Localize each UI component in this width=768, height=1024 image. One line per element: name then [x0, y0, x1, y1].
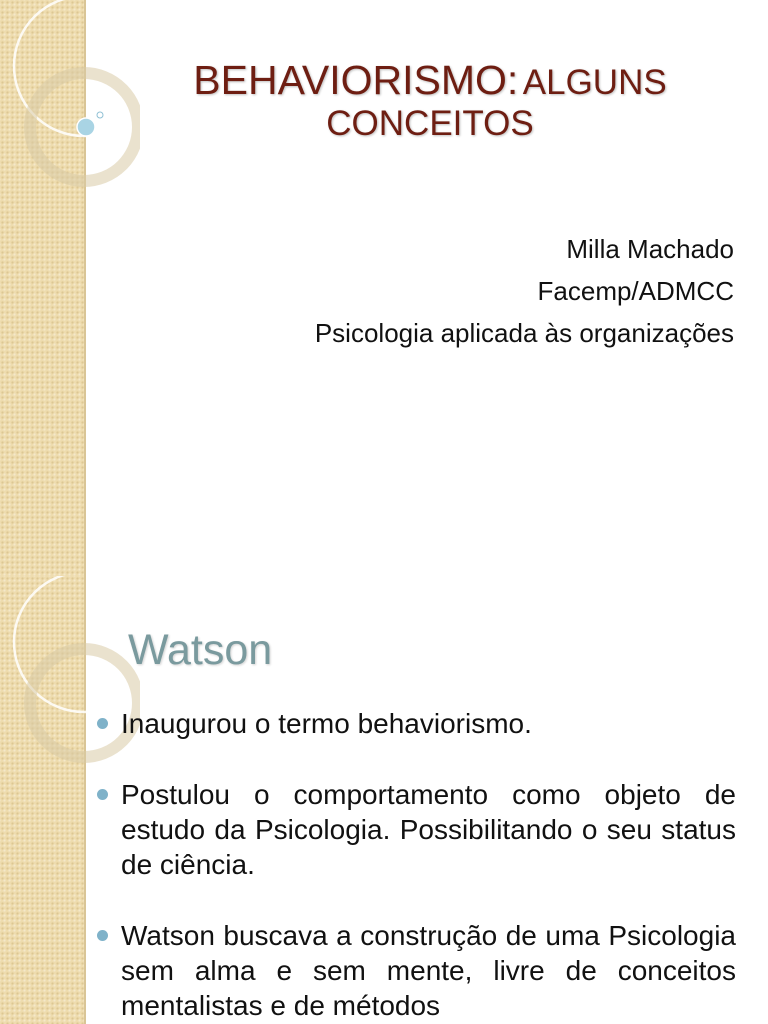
- slide-title: [100, 58, 760, 143]
- bullet-icon: [97, 930, 108, 941]
- author-name: Milla Machado: [566, 234, 734, 264]
- bullet-icon: [97, 718, 108, 729]
- slide-2: [0, 576, 768, 1024]
- title-main: BEHAVIORISMO:: [193, 57, 519, 103]
- bullet-text: Postulou o comportamento como objeto de estudo da Psicologia. Possibilitando o seu status de ciência.: [121, 779, 736, 880]
- bullet-list: [96, 706, 736, 1024]
- bullet-text: Inaugurou o termo behaviorismo.: [121, 708, 532, 739]
- subtitle-block: [315, 228, 734, 354]
- list-item: [96, 777, 736, 882]
- bullet-icon: [97, 789, 108, 800]
- course-name: Psicologia aplicada às organizações: [314, 318, 734, 348]
- institution: Facemp/ADMCC: [537, 276, 734, 306]
- title-line2: CONCEITOS: [326, 103, 534, 143]
- bullet-text: Watson buscava a construção de uma Psicologia sem alma e sem mente, livre de conceitos mentalistas e de métodos: [121, 920, 736, 1021]
- title-rest: ALGUNS: [522, 63, 667, 102]
- list-item: [96, 918, 736, 1023]
- list-item: [96, 706, 736, 741]
- slide-title: Watson: [128, 626, 273, 674]
